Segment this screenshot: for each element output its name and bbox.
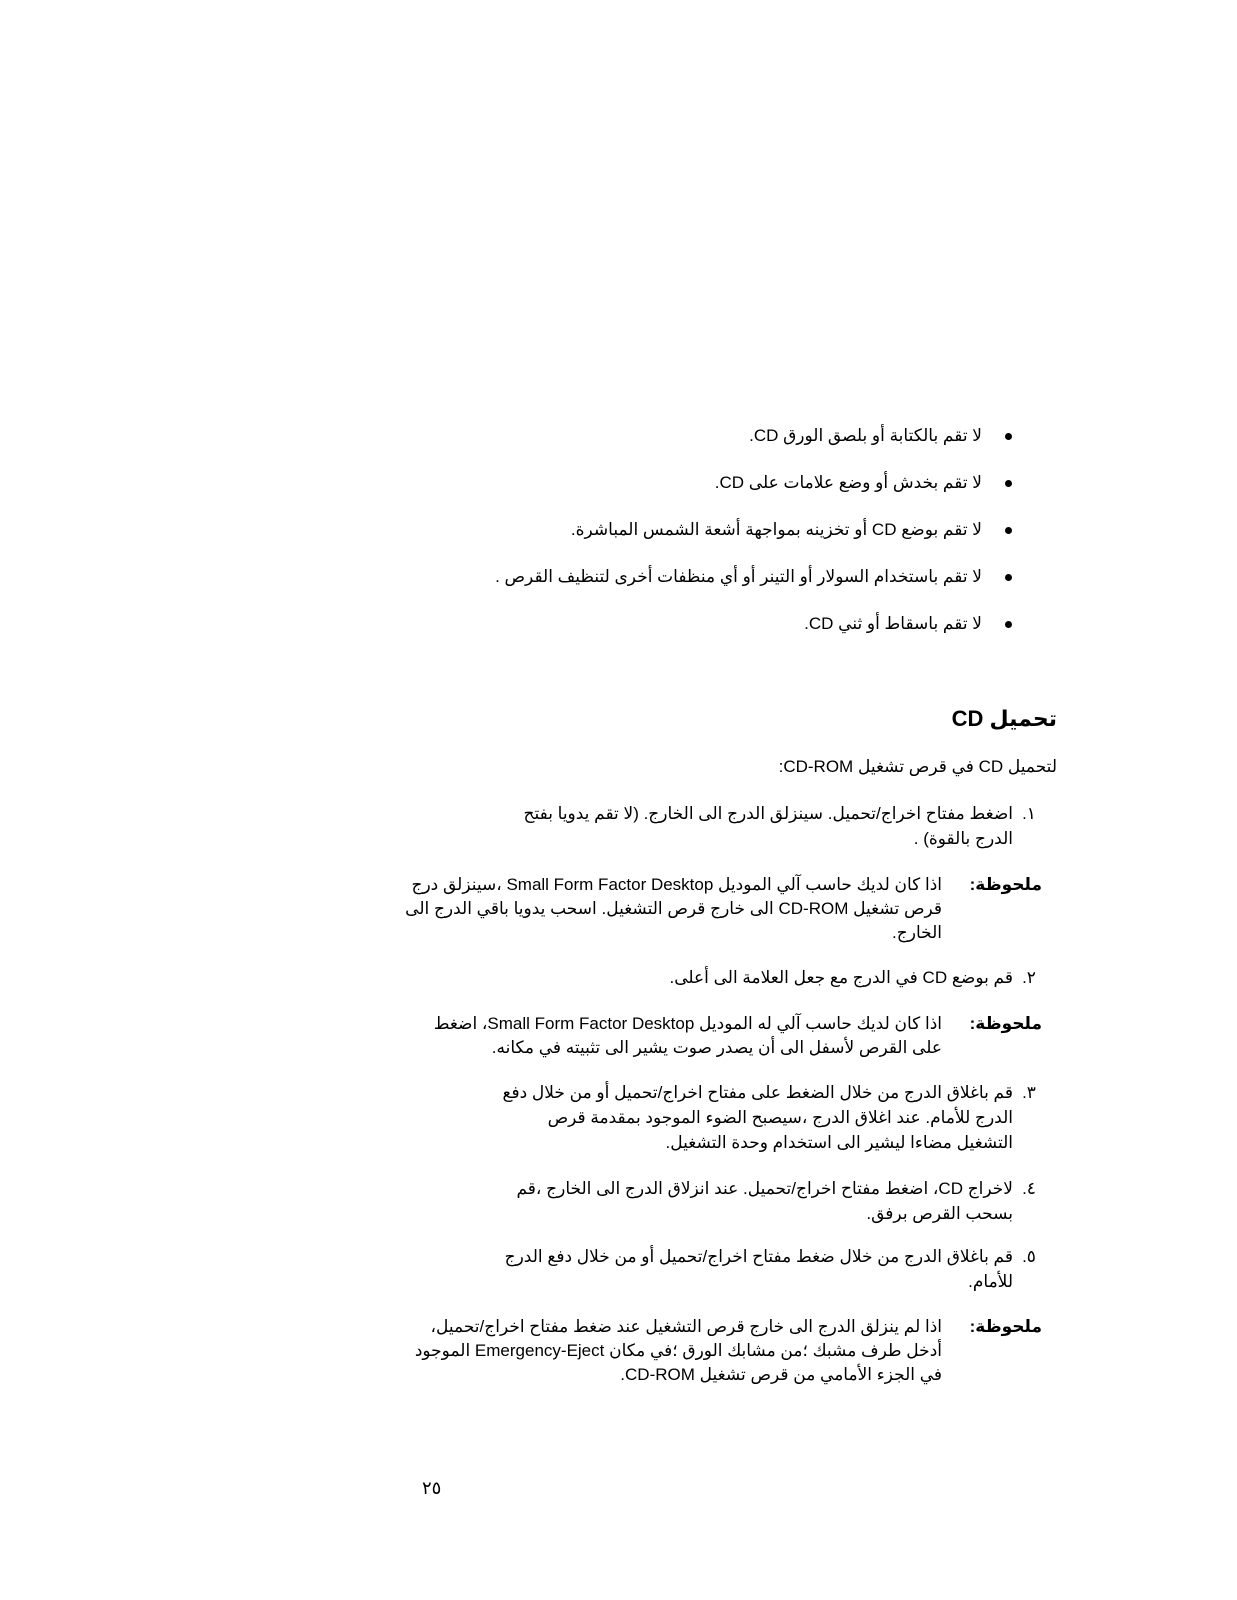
step-number: ٤. xyxy=(1022,1179,1036,1198)
step-number: ١. xyxy=(1022,804,1036,823)
bullet-item: لا تقم باسقاط أو ثني CD. xyxy=(312,613,1012,635)
section-intro: لتحميل CD في قرص تشغيل CD-ROM: xyxy=(778,757,1057,776)
bullet-dot-icon xyxy=(1005,574,1012,581)
bullet-item: لا تقم بخدش أو وضع علامات على CD. xyxy=(312,472,1012,494)
bullet-dot-icon xyxy=(1005,480,1012,487)
numbered-step xyxy=(493,801,1036,851)
step-text: قم باغلاق الدرج من خلال ضغط مفتاح اخراج/تحميل أو من خلال دفع الدرج للأمام. xyxy=(504,1247,1013,1291)
bullet-dot-icon xyxy=(1005,433,1012,440)
bullet-item: لا تقم بالكتابة أو بلصق الورق CD. xyxy=(312,425,1012,447)
bullet-dot-icon xyxy=(1005,621,1012,628)
section-heading: تحميل CD xyxy=(951,706,1057,731)
bullet-dot-icon xyxy=(1005,527,1012,534)
note-text: اذا كان لديك حاسب آلي الموديل Small Form Factor Desktop ،سينزلق درج قرص تشغيل CD-ROM الى خارج قرص التشغيل. اسحب يدويا باقي الدرج الى الخارج. xyxy=(405,875,942,942)
note-label: ملحوظة: xyxy=(969,1317,1042,1336)
numbered-step xyxy=(493,1176,1036,1226)
numbered-step xyxy=(493,965,1036,990)
note-block xyxy=(402,1012,1042,1060)
step-text: اضغط مفتاح اخراج/تحميل. سينزلق الدرج الى الخارج. (لا تقم يدويا بفتح الدرج بالقوة) . xyxy=(523,804,1013,848)
step-number: ٣. xyxy=(1022,1083,1036,1102)
numbered-step xyxy=(493,1080,1036,1155)
note-block xyxy=(402,873,1042,945)
step-number: ٥. xyxy=(1022,1247,1036,1266)
note-label: ملحوظة: xyxy=(969,875,1042,894)
step-text: قم باغلاق الدرج من خلال الضغط على مفتاح اخراج/تحميل أو من خلال دفع الدرج للأمام. عند اغلاق الدرج ،سيصبح الضوء الموجود بمقدمة قرص التشغيل مضاءا ليشير الى استخدام وحدة التشغيل. xyxy=(502,1083,1013,1152)
bullet-item: لا تقم باستخدام السولار أو التينر أو أي منظفات أخرى لتنظيف القرص . xyxy=(312,566,1012,588)
bullet-item: لا تقم بوضع CD أو تخزينه بمواجهة أشعة الشمس المباشرة. xyxy=(312,519,1012,541)
numbered-step xyxy=(493,1244,1036,1294)
step-number: ٢. xyxy=(1022,968,1036,987)
note-text: اذا لم ينزلق الدرج الى خارج قرص التشغيل عند ضغط مفتاح اخراج/تحميل، أدخل طرف مشبك ؛من مشابك الورق ؛في مكان Emergency-Eject الموجود في الجزء الأمامي من قرص تشغيل CD-ROM. xyxy=(414,1317,942,1384)
note-text: اذا كان لديك حاسب آلي له الموديل Small Form Factor Desktop، اضغط على القرص لأسفل الى أن يصدر صوت يشير الى تثبيته في مكانه. xyxy=(433,1014,942,1057)
cd-care-bullet-list xyxy=(312,425,1012,660)
step-text: قم بوضع CD في الدرج مع جعل العلامة الى أعلى. xyxy=(669,968,1013,987)
step-text: لاخراج CD، اضغط مفتاح اخراج/تحميل. عند انزلاق الدرج الى الخارج ،قم بسحب القرص برفق. xyxy=(516,1179,1013,1223)
page-number: ٢٥ xyxy=(422,1478,442,1498)
note-label: ملحوظة: xyxy=(969,1014,1042,1033)
note-block xyxy=(402,1315,1042,1387)
